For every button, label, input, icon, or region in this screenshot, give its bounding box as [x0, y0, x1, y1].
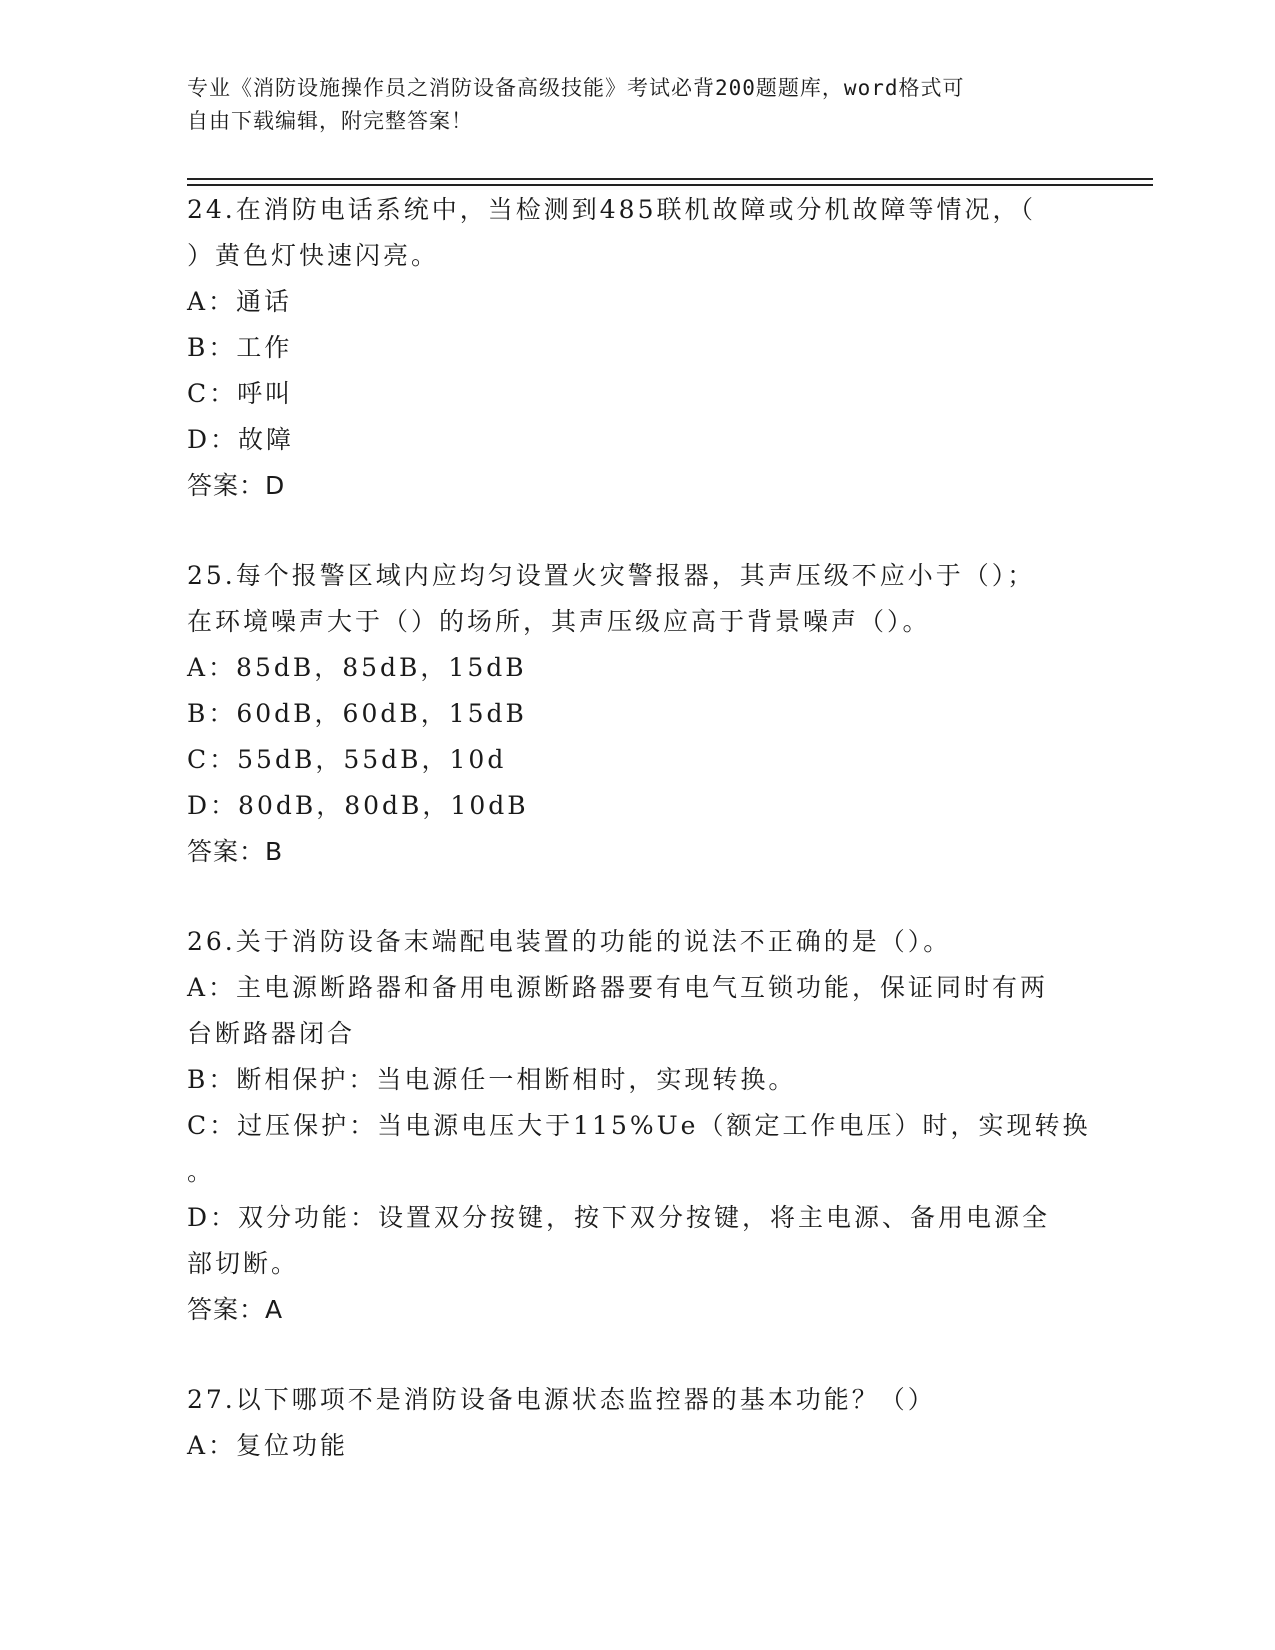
question-stem: 27.以下哪项不是消防设备电源状态监控器的基本功能？（）	[187, 1385, 936, 1414]
question-stem: ）黄色灯快速闪亮。	[187, 241, 440, 270]
header-rule-top	[187, 178, 1153, 180]
question-block	[187, 553, 1087, 875]
header-rule-bottom	[187, 184, 1153, 186]
question-stem: 26.关于消防设备末端配电装置的功能的说法不正确的是（）。	[187, 927, 952, 956]
question-block	[187, 187, 1087, 509]
answer-option: D：双分功能：设置双分按键，按下双分按键，将主电源、备用电源全	[187, 1203, 1051, 1232]
answer-option: D：故障	[187, 425, 295, 454]
header-line-1: 专业《消防设施操作员之消防设备高级技能》考试必背200题题库，word格式可	[187, 76, 965, 100]
answer-option: B：60dB，60dB，15dB	[187, 699, 527, 728]
answer-option: C：55dB，55dB，10d	[187, 745, 507, 774]
answer-option: B：工作	[187, 333, 293, 362]
document-header	[187, 72, 1067, 138]
answer-option: 部切断。	[187, 1249, 300, 1278]
correct-answer: 答案：B	[187, 837, 284, 866]
answer-option: A：85dB，85dB，15dB	[187, 653, 527, 682]
question-list	[187, 187, 1091, 1513]
correct-answer: 答案：A	[187, 1295, 284, 1324]
answer-option: 。	[187, 1157, 216, 1186]
answer-option: A：主电源断路器和备用电源断路器要有电气互锁功能，保证同时有两	[187, 973, 1049, 1002]
question-stem: 25.每个报警区域内应均匀设置火灾警报器，其声压级不应小于（）；	[187, 561, 1036, 590]
correct-answer: 答案：D	[187, 471, 286, 500]
answer-option: A：复位功能	[187, 1431, 349, 1460]
header-line-2: 自由下载编辑，附完整答案！	[187, 109, 473, 133]
answer-option: D：80dB，80dB，10dB	[187, 791, 529, 820]
answer-option: C：呼叫	[187, 379, 294, 408]
question-stem: 在环境噪声大于（）的场所，其声压级应高于背景噪声（）。	[187, 607, 931, 636]
answer-option: B：断相保护：当电源任一相断相时，实现转换。	[187, 1065, 797, 1094]
answer-option: C：过压保护：当电源电压大于115%Ue（额定工作电压）时，实现转换	[187, 1111, 1091, 1140]
question-block	[187, 1377, 1087, 1469]
question-block	[187, 919, 1091, 1333]
answer-option: A：通话	[187, 287, 293, 316]
question-stem: 24.在消防电话系统中，当检测到485联机故障或分机故障等情况，（	[187, 195, 1036, 224]
answer-option: 台断路器闭合	[187, 1019, 356, 1048]
